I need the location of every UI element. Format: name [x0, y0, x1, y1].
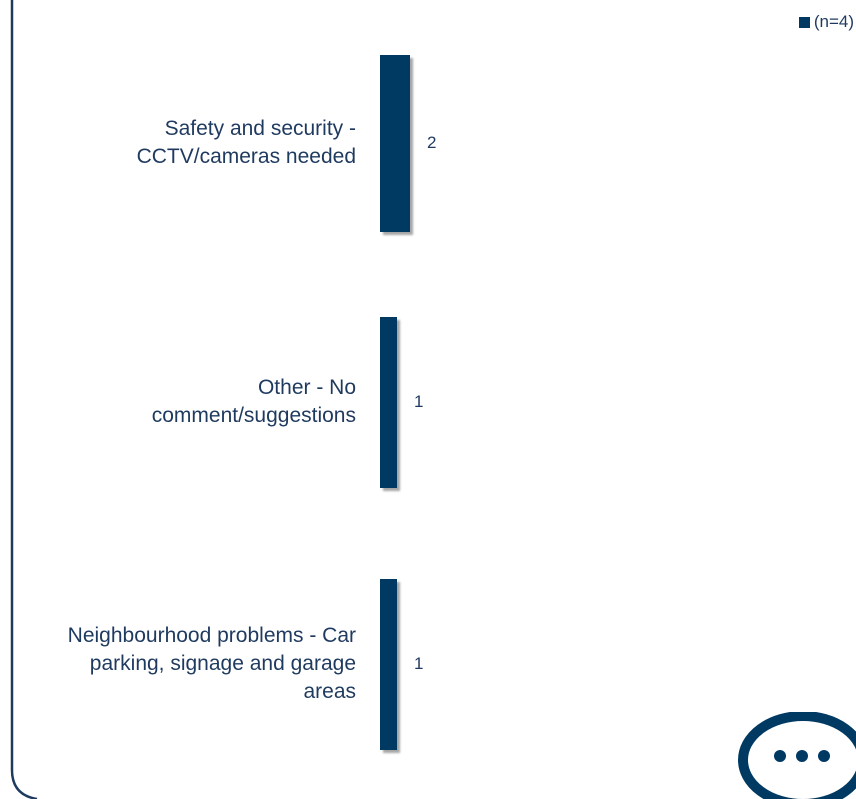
legend — [799, 12, 854, 32]
chat-bubble-icon[interactable] — [735, 712, 856, 799]
category-label — [6, 622, 356, 706]
bar — [380, 55, 410, 232]
bar — [380, 579, 397, 750]
category-label-line: Safety and security - — [164, 117, 356, 140]
category-label-line: Other - No — [257, 376, 356, 399]
category-label-line: areas — [303, 680, 356, 703]
legend-label: (n=4) — [813, 12, 854, 31]
category-label-line: CCTV/cameras needed — [136, 145, 356, 168]
bar — [380, 317, 397, 488]
category-label-line: parking, signage and garage — [89, 652, 356, 675]
category-label — [6, 374, 356, 430]
data-label: 2 — [427, 133, 437, 152]
legend-swatch — [799, 17, 810, 28]
category-label — [6, 115, 356, 171]
category-label-line: Neighbourhood problems - Car — [67, 624, 356, 647]
category-label-line: comment/suggestions — [151, 404, 356, 427]
data-label: 1 — [414, 392, 424, 411]
data-label: 1 — [414, 654, 424, 673]
